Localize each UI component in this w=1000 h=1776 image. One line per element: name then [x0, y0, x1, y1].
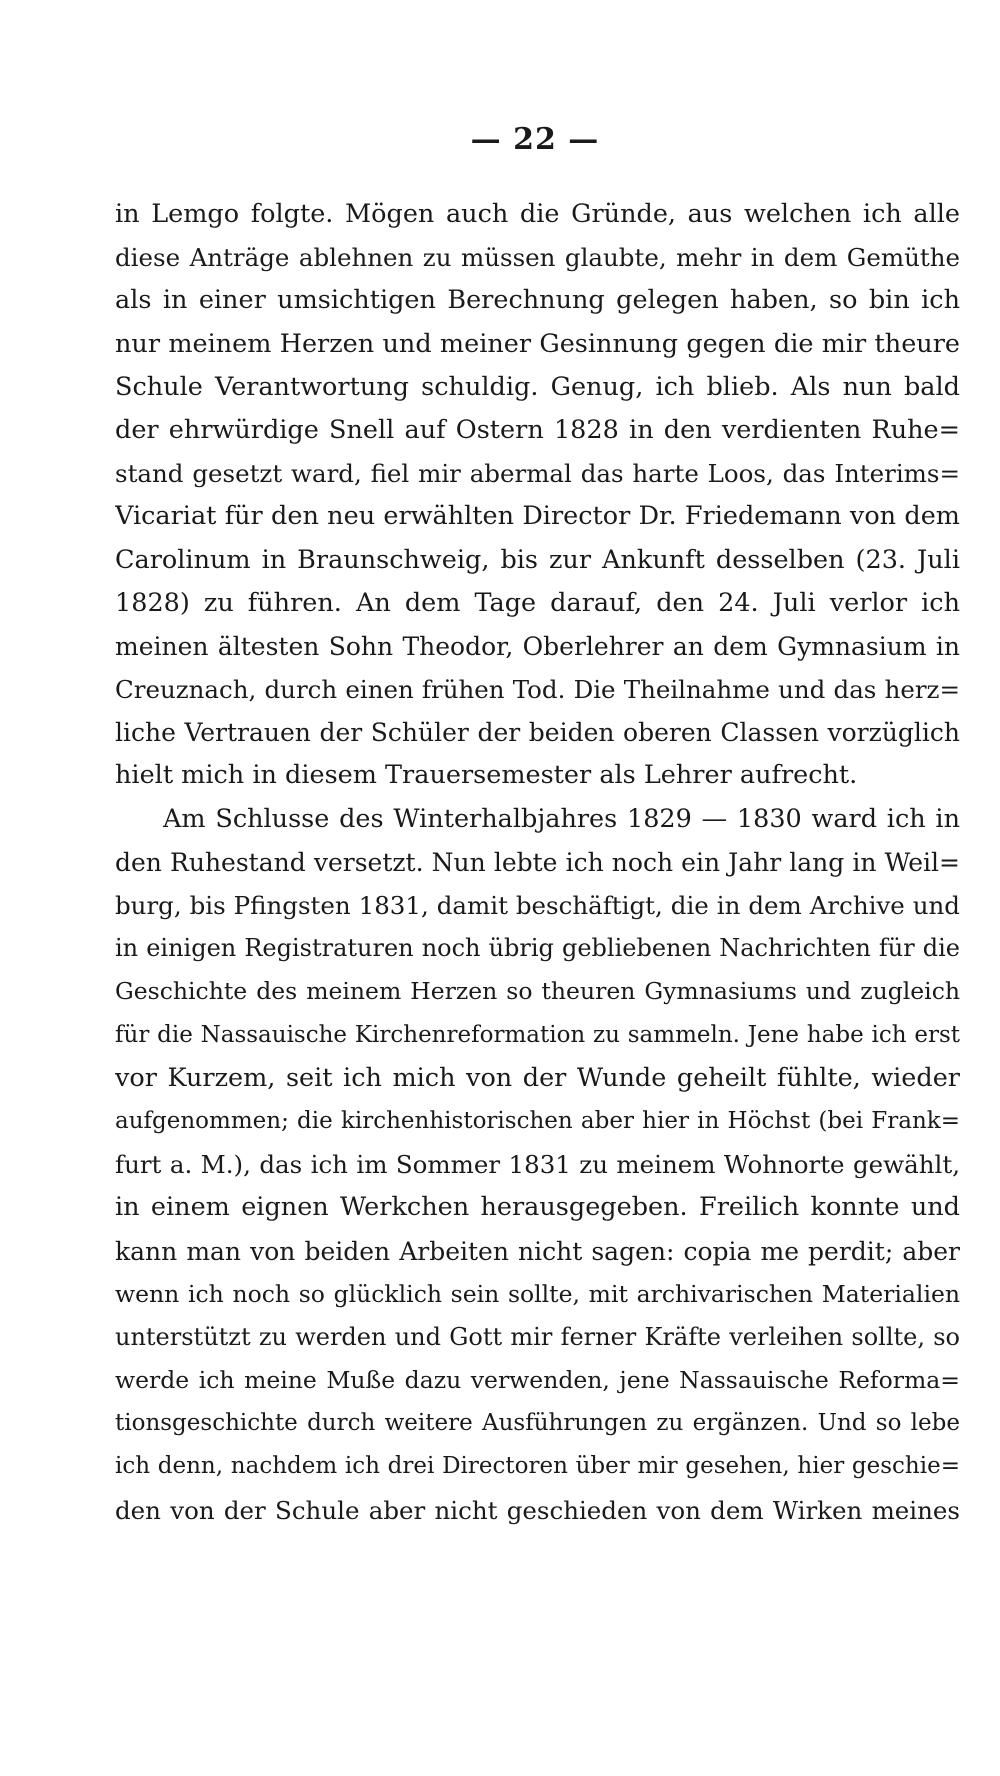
text-line: stand gesetzt ward, fiel mir abermal das harte Loos, das Interims= — [115, 459, 960, 489]
text-line: Carolinum in Braunschweig, bis zur Ankunft desselben (23. Juli — [115, 544, 960, 575]
text-line: Am Schlusse des Winterhalbjahres 1829 — 1830 ward ich in — [163, 803, 960, 834]
text-line: in Lemgo folgte. Mögen auch die Gründe, aus welchen ich alle — [115, 199, 960, 229]
text-line: wenn ich noch so glücklich sein sollte, mit archivarischen Materialien — [115, 1279, 960, 1308]
text-line: unterstützt zu werden und Gott mir ferner Kräfte verleihen sollte, so — [115, 1322, 960, 1351]
text-line: Geschichte des meinem Herzen so theuren Gymnasiums und zugleich — [115, 977, 960, 1006]
body-text — [115, 193, 960, 1532]
text-line: in einigen Registraturen noch übrig gebliebenen Nachrichten für die — [115, 934, 960, 963]
text-line: in einem eignen Werkchen herausgegeben. Freilich konnte und — [115, 1192, 960, 1223]
text-line: nur meinem Herzen und meiner Gesinnung gegen die mir theure — [115, 328, 960, 359]
text-line: meinen ältesten Sohn Theodor, Oberlehrer an dem Gymnasium in — [115, 631, 960, 661]
text-line: ich denn, nachdem ich drei Directoren über mir gesehen, hier geschie= — [115, 1453, 960, 1480]
text-line: liche Vertrauen der Schüler der beiden oberen Classen vorzüglich — [115, 718, 960, 748]
text-line: als in einer umsichtigen Berechnung gelegen haben, so bin ich — [115, 285, 960, 316]
text-line: der ehrwürdige Snell auf Ostern 1828 in den verdienten Ruhe= — [115, 414, 960, 445]
text-line: Creuznach, durch einen frühen Tod. Die Theilnahme und das herz= — [115, 675, 960, 705]
text-line: für die Nassauische Kirchenreformation zu sammeln. Jene habe ich erst — [115, 1021, 960, 1048]
text-line: burg, bis Pfingsten 1831, damit beschäftigt, die in dem Archive und — [115, 891, 960, 920]
text-line: kann man von beiden Arbeiten nicht sagen: copia me perdit; aber — [115, 1236, 960, 1266]
text-line: aufgenommen; die kirchenhistorischen aber hier in Höchst (bei Frank= — [115, 1107, 960, 1134]
page-number: — 22 — — [470, 122, 600, 157]
text-line: den von der Schule aber nicht geschieden von dem Wirken meines — [115, 1495, 960, 1525]
paragraph-1 — [115, 193, 960, 798]
text-line: Schule Verantwortung schuldig. Genug, ich blieb. Als nun bald — [115, 371, 960, 402]
text-line: vor Kurzem, seit ich mich von der Wunde geheilt fühlte, wieder — [115, 1062, 960, 1093]
text-line: furt a. M.), das ich im Sommer 1831 zu meinem Wohnorte gewählt, — [115, 1150, 960, 1180]
text-line: tionsgeschichte durch weitere Ausführungen zu ergänzen. Und so lebe — [115, 1410, 960, 1437]
text-line: werde ich meine Muße dazu verwenden, jene Nassauische Reforma= — [115, 1366, 960, 1395]
text-line: diese Anträge ablehnen zu müssen glaubte, mehr in dem Gemüthe — [115, 243, 960, 273]
text-line: Vicariat für den neu erwählten Director Dr. Friedemann von dem — [115, 501, 960, 532]
text-line: 1828) zu führen. An dem Tage darauf, den 24. Juli verlor ich — [115, 587, 960, 618]
text-line: den Ruhestand versetzt. Nun lebte ich noch ein Jahr lang in Weil= — [115, 847, 960, 877]
paragraph-2 — [115, 798, 960, 1532]
text-line: hielt mich in diesem Trauersemester als Lehrer aufrecht. — [115, 760, 858, 791]
